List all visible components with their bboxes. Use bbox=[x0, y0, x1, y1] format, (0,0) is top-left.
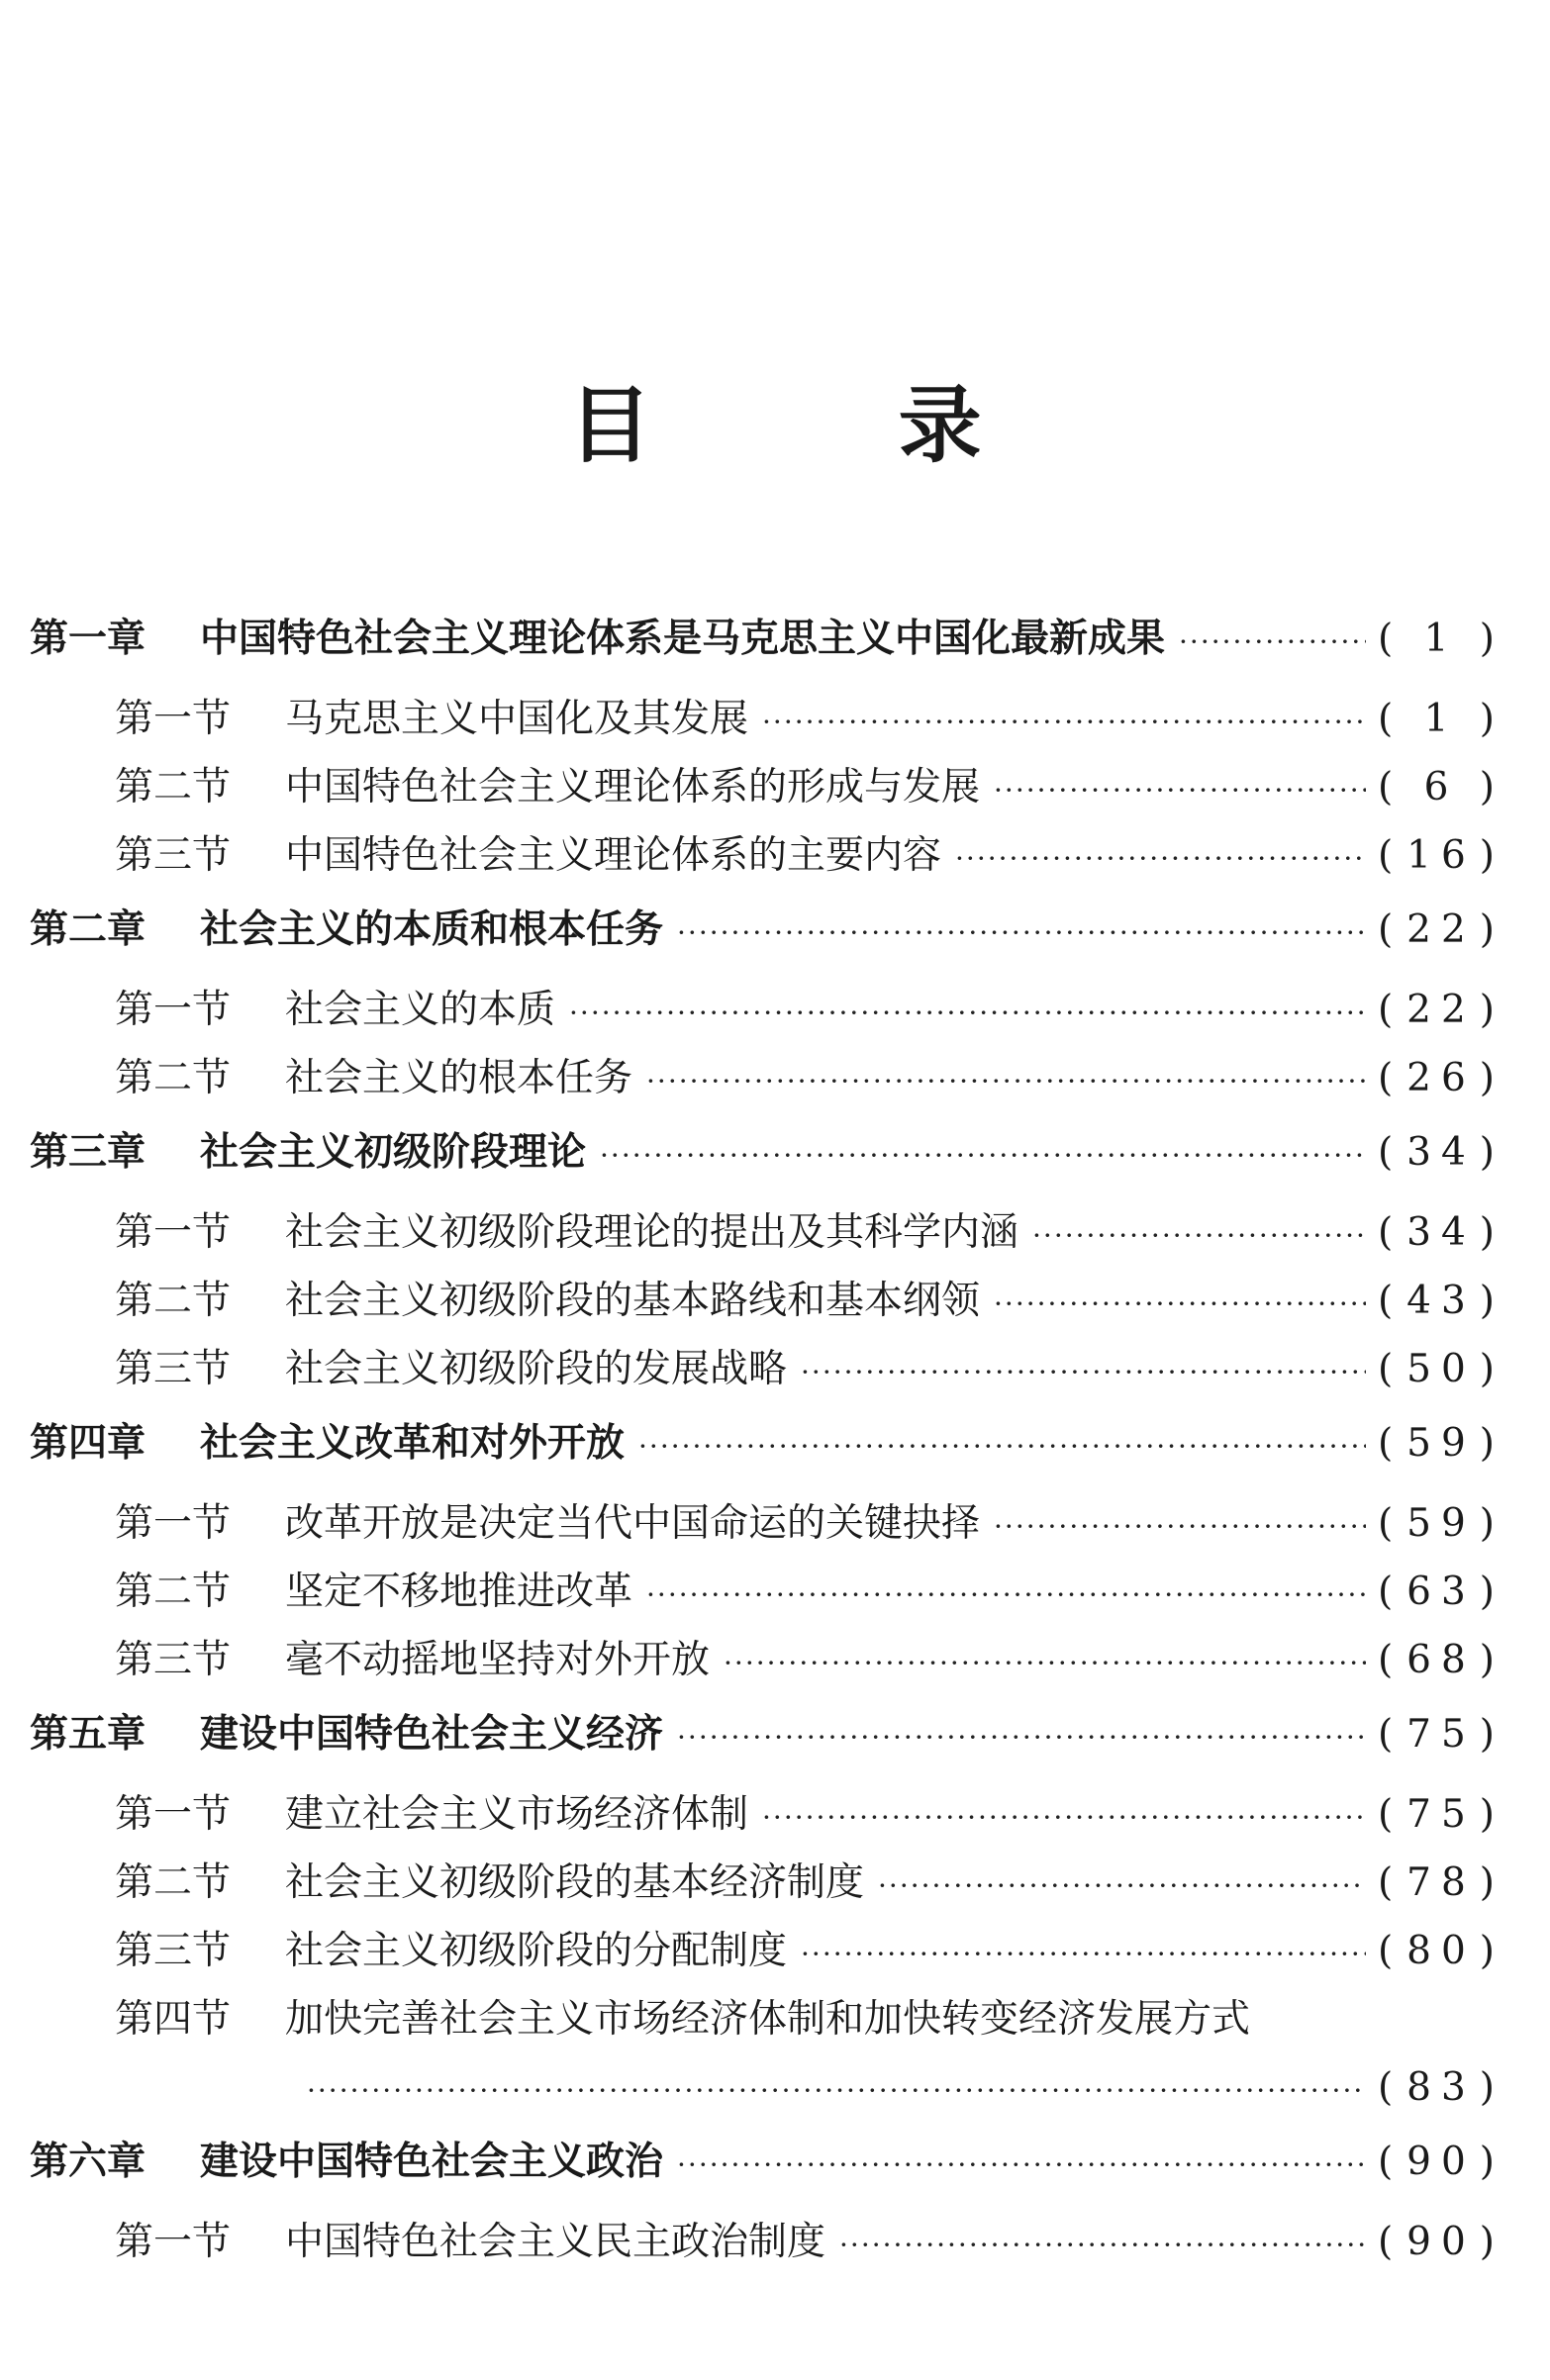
page-number-value: 83 bbox=[1406, 2065, 1476, 2110]
toc-section-entry[interactable] bbox=[30, 1558, 1495, 1626]
close-paren: ) bbox=[1479, 697, 1495, 741]
close-paren: ) bbox=[1479, 1792, 1495, 1837]
page-number-value: 34 bbox=[1406, 1130, 1476, 1175]
close-paren: ) bbox=[1479, 1638, 1495, 1682]
page-number-value: 68 bbox=[1406, 1638, 1476, 1682]
page-number-value: 6 bbox=[1423, 765, 1459, 809]
leader-dots bbox=[994, 1270, 1366, 1338]
leader-dots bbox=[1032, 1201, 1366, 1270]
close-paren: ) bbox=[1479, 1347, 1495, 1391]
page-number-value: 43 bbox=[1406, 1279, 1476, 1323]
toc-page-number bbox=[1378, 1558, 1495, 1626]
toc-section-entry[interactable] bbox=[30, 1849, 1495, 1917]
leader-dots bbox=[677, 2131, 1366, 2199]
leader-dots bbox=[600, 1121, 1366, 1190]
toc-section-entry[interactable] bbox=[30, 1985, 1495, 2053]
leader-dots bbox=[762, 688, 1366, 756]
toc-chapter-entry[interactable] bbox=[30, 1409, 1495, 1477]
toc-entry-number: 第六章 bbox=[30, 2140, 146, 2184]
toc-page-number bbox=[1378, 1335, 1495, 1403]
toc-section-entry[interactable] bbox=[30, 1198, 1495, 1267]
page-number-value: 59 bbox=[1406, 1501, 1476, 1546]
open-paren: ( bbox=[1378, 2140, 1394, 2184]
toc-section-entry[interactable] bbox=[30, 976, 1495, 1044]
toc-page-number bbox=[1378, 605, 1495, 673]
toc-entry-number: 第四节 bbox=[115, 1997, 232, 2042]
toc-page-number bbox=[1378, 1626, 1495, 1694]
toc-entry-title: 社会主义初级阶段理论的提出及其科学内涵 bbox=[285, 1210, 1019, 1255]
leader-dots bbox=[677, 899, 1366, 967]
toc-chapter-entry[interactable] bbox=[30, 1118, 1495, 1187]
open-paren: ( bbox=[1378, 765, 1394, 809]
close-paren: ) bbox=[1479, 1570, 1495, 1614]
toc-section-entry-continuation[interactable] bbox=[30, 2053, 1495, 2122]
open-paren: ( bbox=[1378, 1570, 1394, 1614]
close-paren: ) bbox=[1479, 1929, 1495, 1973]
open-paren: ( bbox=[1378, 1638, 1394, 1682]
toc-page-number bbox=[1378, 753, 1495, 821]
toc-entry-number: 第二节 bbox=[115, 1860, 232, 1905]
open-paren: ( bbox=[1378, 1210, 1394, 1255]
open-paren: ( bbox=[1378, 988, 1394, 1032]
toc-entry-title: 坚定不移地推进改革 bbox=[285, 1570, 633, 1614]
toc-section-entry[interactable] bbox=[30, 1267, 1495, 1335]
page-number-value: 75 bbox=[1406, 1792, 1476, 1837]
toc-entry-title: 建设中国特色社会主义经济 bbox=[200, 1712, 664, 1757]
page-number-value: 75 bbox=[1406, 1712, 1476, 1757]
close-paren: ) bbox=[1479, 1056, 1495, 1100]
leader-dots bbox=[724, 1629, 1366, 1697]
open-paren: ( bbox=[1378, 1860, 1394, 1905]
close-paren: ) bbox=[1479, 1210, 1495, 1255]
toc-entry-number: 第一节 bbox=[115, 1210, 232, 1255]
toc-entry-title: 加快完善社会主义市场经济体制和加快转变经济发展方式 bbox=[285, 1997, 1251, 2042]
close-paren: ) bbox=[1479, 833, 1495, 878]
open-paren: ( bbox=[1378, 833, 1394, 878]
page-number-value: 80 bbox=[1406, 1929, 1476, 1973]
close-paren: ) bbox=[1479, 2140, 1495, 2184]
toc-entry-title: 社会主义初级阶段理论 bbox=[200, 1130, 587, 1175]
toc-page-number bbox=[1378, 976, 1495, 1044]
toc-chapter-entry[interactable] bbox=[30, 896, 1495, 964]
toc-entry-number: 第四章 bbox=[30, 1421, 146, 1466]
table-of-contents bbox=[30, 599, 1495, 2276]
toc-entry-number: 第二节 bbox=[115, 1279, 232, 1323]
close-paren: ) bbox=[1479, 2065, 1495, 2110]
toc-section-entry[interactable] bbox=[30, 685, 1495, 753]
open-paren: ( bbox=[1378, 697, 1394, 741]
open-paren: ( bbox=[1378, 1712, 1394, 1757]
close-paren: ) bbox=[1479, 617, 1495, 661]
leader-dots bbox=[1179, 608, 1366, 676]
toc-section-entry[interactable] bbox=[30, 2208, 1495, 2276]
toc-chapter-entry[interactable] bbox=[30, 605, 1495, 673]
toc-entry-title: 社会主义初级阶段的发展战略 bbox=[285, 1347, 788, 1391]
toc-section-entry[interactable] bbox=[30, 1780, 1495, 1849]
leader-dots bbox=[801, 1920, 1366, 1988]
toc-section-entry[interactable] bbox=[30, 1626, 1495, 1694]
page-number-value: 34 bbox=[1406, 1210, 1476, 1255]
toc-entry-number: 第一节 bbox=[115, 1501, 232, 1546]
open-paren: ( bbox=[1378, 2065, 1394, 2110]
open-paren: ( bbox=[1378, 617, 1394, 661]
toc-entry-title: 改革开放是决定当代中国命运的关键抉择 bbox=[285, 1501, 981, 1546]
open-paren: ( bbox=[1378, 2220, 1394, 2264]
toc-entry-title: 中国特色社会主义民主政治制度 bbox=[285, 2220, 826, 2264]
leader-dots bbox=[994, 756, 1366, 824]
page-number-value: 50 bbox=[1406, 1347, 1476, 1391]
page-number-value: 90 bbox=[1406, 2220, 1476, 2264]
toc-entry-title: 建立社会主义市场经济体制 bbox=[285, 1792, 749, 1837]
leader-dots bbox=[955, 824, 1366, 893]
open-paren: ( bbox=[1378, 1056, 1394, 1100]
page-title: 目 录 bbox=[568, 377, 1091, 474]
toc-page-number bbox=[1378, 2208, 1495, 2276]
toc-page-number bbox=[1378, 1267, 1495, 1335]
toc-section-entry[interactable] bbox=[30, 821, 1495, 890]
toc-page-number bbox=[1378, 1849, 1495, 1917]
toc-entry-title: 社会主义初级阶段的基本路线和基本纲领 bbox=[285, 1279, 981, 1323]
toc-section-entry[interactable] bbox=[30, 753, 1495, 821]
toc-entry-number: 第一节 bbox=[115, 2220, 232, 2264]
close-paren: ) bbox=[1479, 765, 1495, 809]
leader-dots bbox=[994, 1492, 1366, 1561]
page-number-value: 1 bbox=[1423, 617, 1459, 661]
toc-page-number bbox=[1378, 896, 1495, 964]
close-paren: ) bbox=[1479, 1712, 1495, 1757]
leader-dots bbox=[801, 1338, 1366, 1406]
close-paren: ) bbox=[1479, 907, 1495, 952]
toc-chapter-entry[interactable] bbox=[30, 2128, 1495, 2196]
toc-entry-number: 第三节 bbox=[115, 1347, 232, 1391]
leader-dots bbox=[762, 1783, 1366, 1852]
close-paren: ) bbox=[1479, 1279, 1495, 1323]
toc-section-entry[interactable] bbox=[30, 1489, 1495, 1558]
toc-page-number bbox=[1378, 1489, 1495, 1558]
close-paren: ) bbox=[1479, 2220, 1495, 2264]
toc-section-entry[interactable] bbox=[30, 1044, 1495, 1112]
close-paren: ) bbox=[1479, 1501, 1495, 1546]
toc-page-number bbox=[1378, 2053, 1495, 2122]
open-paren: ( bbox=[1378, 1792, 1394, 1837]
toc-page-number bbox=[1378, 1118, 1495, 1187]
toc-entry-title: 中国特色社会主义理论体系的主要内容 bbox=[285, 833, 942, 878]
open-paren: ( bbox=[1378, 1347, 1394, 1391]
toc-entry-title: 社会主义的本质 bbox=[285, 988, 556, 1032]
toc-entry-title: 社会主义初级阶段的基本经济制度 bbox=[285, 1860, 865, 1905]
page-number-value: 16 bbox=[1406, 833, 1476, 878]
toc-entry-number: 第二节 bbox=[115, 1056, 232, 1100]
page-number-value: 1 bbox=[1423, 697, 1459, 741]
page-number-value: 90 bbox=[1406, 2140, 1476, 2184]
close-paren: ) bbox=[1479, 1860, 1495, 1905]
close-paren: ) bbox=[1479, 1421, 1495, 1466]
toc-page-number bbox=[1378, 2128, 1495, 2196]
toc-entry-title: 中国特色社会主义理论体系的形成与发展 bbox=[285, 765, 981, 809]
open-paren: ( bbox=[1378, 1279, 1394, 1323]
toc-entry-number: 第二章 bbox=[30, 907, 146, 952]
toc-entry-title: 中国特色社会主义理论体系是马克思主义中国化最新成果 bbox=[200, 617, 1166, 661]
toc-chapter-entry[interactable] bbox=[30, 1700, 1495, 1768]
toc-page-number bbox=[1378, 821, 1495, 890]
open-paren: ( bbox=[1378, 1130, 1394, 1175]
toc-entry-number: 第五章 bbox=[30, 1712, 146, 1757]
leader-dots bbox=[307, 2056, 1366, 2125]
open-paren: ( bbox=[1378, 907, 1394, 952]
leader-dots bbox=[839, 2211, 1366, 2279]
leader-dots bbox=[646, 1561, 1366, 1629]
leader-dots bbox=[638, 1412, 1366, 1480]
page-number-value: 78 bbox=[1406, 1860, 1476, 1905]
page-number-value: 26 bbox=[1406, 1056, 1476, 1100]
toc-entry-number: 第三章 bbox=[30, 1130, 146, 1175]
toc-entry-number: 第三节 bbox=[115, 1929, 232, 1973]
page-number-value: 22 bbox=[1406, 907, 1476, 952]
toc-entry-title: 社会主义改革和对外开放 bbox=[200, 1421, 626, 1466]
toc-page-number bbox=[1378, 1409, 1495, 1477]
leader-dots bbox=[677, 1703, 1366, 1771]
open-paren: ( bbox=[1378, 1929, 1394, 1973]
close-paren: ) bbox=[1479, 988, 1495, 1032]
toc-entry-title: 毫不动摇地坚持对外开放 bbox=[285, 1638, 711, 1682]
toc-entry-title: 社会主义的根本任务 bbox=[285, 1056, 633, 1100]
toc-entry-title: 马克思主义中国化及其发展 bbox=[285, 697, 749, 741]
toc-entry-title: 社会主义的本质和根本任务 bbox=[200, 907, 664, 952]
leader-dots bbox=[569, 979, 1366, 1047]
toc-page-number bbox=[1378, 1198, 1495, 1267]
toc-entry-number: 第一节 bbox=[115, 1792, 232, 1837]
toc-section-entry[interactable] bbox=[30, 1335, 1495, 1403]
page-number-value: 22 bbox=[1406, 988, 1476, 1032]
toc-page-number bbox=[1378, 1044, 1495, 1112]
leader-dots bbox=[646, 1047, 1366, 1115]
page-number-value: 63 bbox=[1406, 1570, 1476, 1614]
toc-entry-number: 第一节 bbox=[115, 988, 232, 1032]
toc-page-number bbox=[1378, 1700, 1495, 1768]
toc-entry-number: 第三节 bbox=[115, 1638, 232, 1682]
toc-entry-number: 第二节 bbox=[115, 1570, 232, 1614]
toc-entry-number: 第二节 bbox=[115, 765, 232, 809]
open-paren: ( bbox=[1378, 1421, 1394, 1466]
toc-entry-title: 社会主义初级阶段的分配制度 bbox=[285, 1929, 788, 1973]
toc-page-number bbox=[1378, 1780, 1495, 1849]
page-number-value: 59 bbox=[1406, 1421, 1476, 1466]
toc-entry-number: 第一节 bbox=[115, 697, 232, 741]
open-paren: ( bbox=[1378, 1501, 1394, 1546]
toc-page-number bbox=[1378, 1917, 1495, 1985]
leader-dots bbox=[878, 1852, 1366, 1920]
toc-entry-number: 第一章 bbox=[30, 617, 146, 661]
toc-entry-number: 第三节 bbox=[115, 833, 232, 878]
toc-entry-title: 建设中国特色社会主义政治 bbox=[200, 2140, 664, 2184]
toc-page-number bbox=[1378, 685, 1495, 753]
toc-section-entry[interactable] bbox=[30, 1917, 1495, 1985]
close-paren: ) bbox=[1479, 1130, 1495, 1175]
